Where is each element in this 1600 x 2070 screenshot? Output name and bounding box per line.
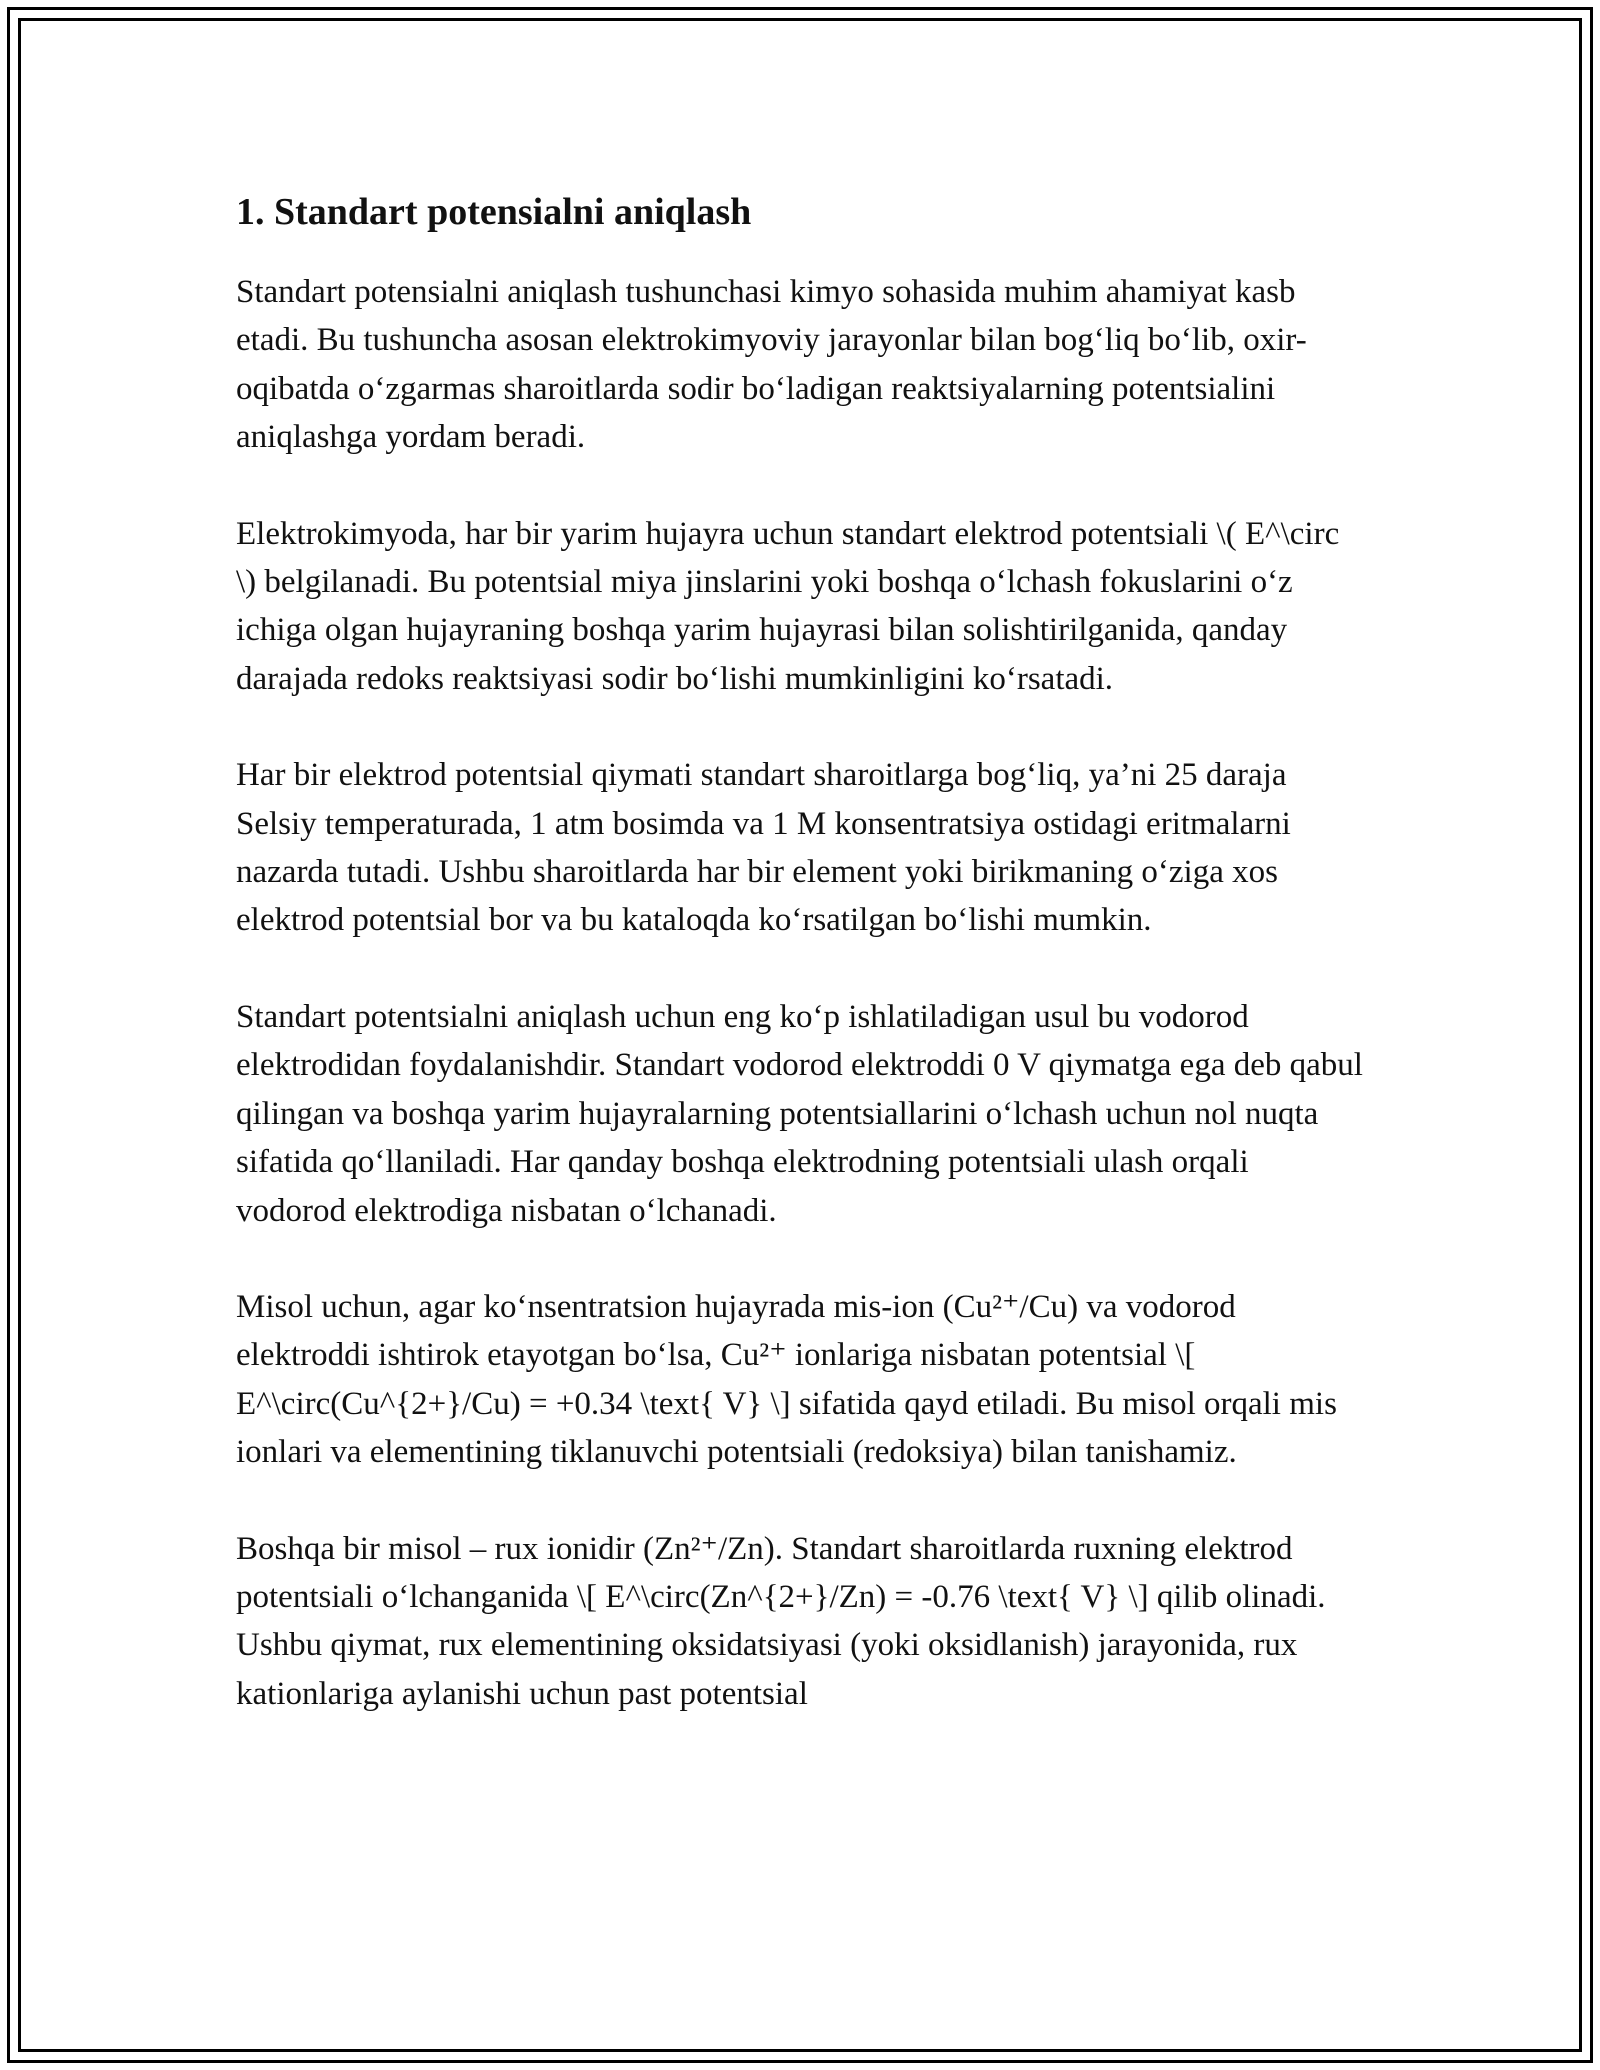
paragraph-6: Boshqa bir misol – rux ionidir (Zn²⁺/Zn). Standart sharoitlarda ruxning elektrod potentsiali o‘lchanganida \[ E^\circ(Zn^{2+}/Zn) = -0.76 \text{ V} \] qilib olinadi. Ushbu qiymat, rux elementining oksidatsiyasi (yoki oksidlanish) jarayonida, rux kationlariga aylanishi uchun past potentsial <box>236 1530 1326 1712</box>
document-body <box>236 186 1366 1766</box>
paragraph-5: Misol uchun, agar ko‘nsentratsion hujayrada mis-ion (Cu²⁺/Cu) va vodorod elektroddi ishtirok etayotgan bo‘lsa, Cu²⁺ ionlariga nisbatan potentsial \[ E^\circ(Cu^{2+}/Cu) = +0.34 \text{ V} \] sifatida qayd etiladi. Bu misol orqali mis ionlari va elementining tiklanuvchi potentsiali (redoksiya) bilan tanishamiz. <box>236 1288 1337 1471</box>
paragraph-4: Standart potentsialni aniqlash uchun eng ko‘p ishlatiladigan usul bu vodorod elektrodidan foydalanishdir. Standart vodorod elektroddi 0 V qiymatga ega deb qabul qilingan va boshqa yarim hujayralarning potentsiallarini o‘lchash uchun nol nuqta sifatida qo‘llaniladi. Har qanday boshqa elektrodning potentsiali ulash orqali vodorod elektrodiga nisbatan o‘lchanadi. <box>236 998 1363 1229</box>
paragraph-1: Standart potensialni aniqlash tushunchasi kimyo sohasida muhim ahamiyat kasb etadi. Bu tushuncha asosan elektrokimyoviy jarayonlar bilan bog‘liq bo‘lib, oxir-oqibatda o‘zgarmas sharoitlarda sodir bo‘ladigan reaktsiyalarning potentsialini aniqlashga yordam beradi. <box>236 274 1307 456</box>
paragraph-3: Har bir elektrod potentsial qiymati standart sharoitlarga bog‘liq, ya’ni 25 daraja Selsiy temperaturada, 1 atm bosimda va 1 M konsentratsiya ostidagi eritmalarni nazarda tutadi. Ushbu sharoitlarda har bir element yoki birikmaning o‘ziga xos elektrod potentsial bor va bu kataloqda ko‘rsatilgan bo‘lishi mumkin. <box>236 757 1291 939</box>
section-heading: 1. Standart potensialni aniqlash <box>236 191 752 233</box>
paragraph-2: Elektrokimyoda, har bir yarim hujayra uchun standart elektrod potentsiali \( E^\circ \) belgilanadi. Bu potentsial miya jinslarini yoki boshqa o‘lchash fokuslarini o‘z ichiga olgan hujayraning boshqa yarim hujayrasi bilan solishtirilganida, qanday darajada redoks reaktsiyasi sodir bo‘lishi mumkinligini ko‘rsatadi. <box>236 515 1340 697</box>
